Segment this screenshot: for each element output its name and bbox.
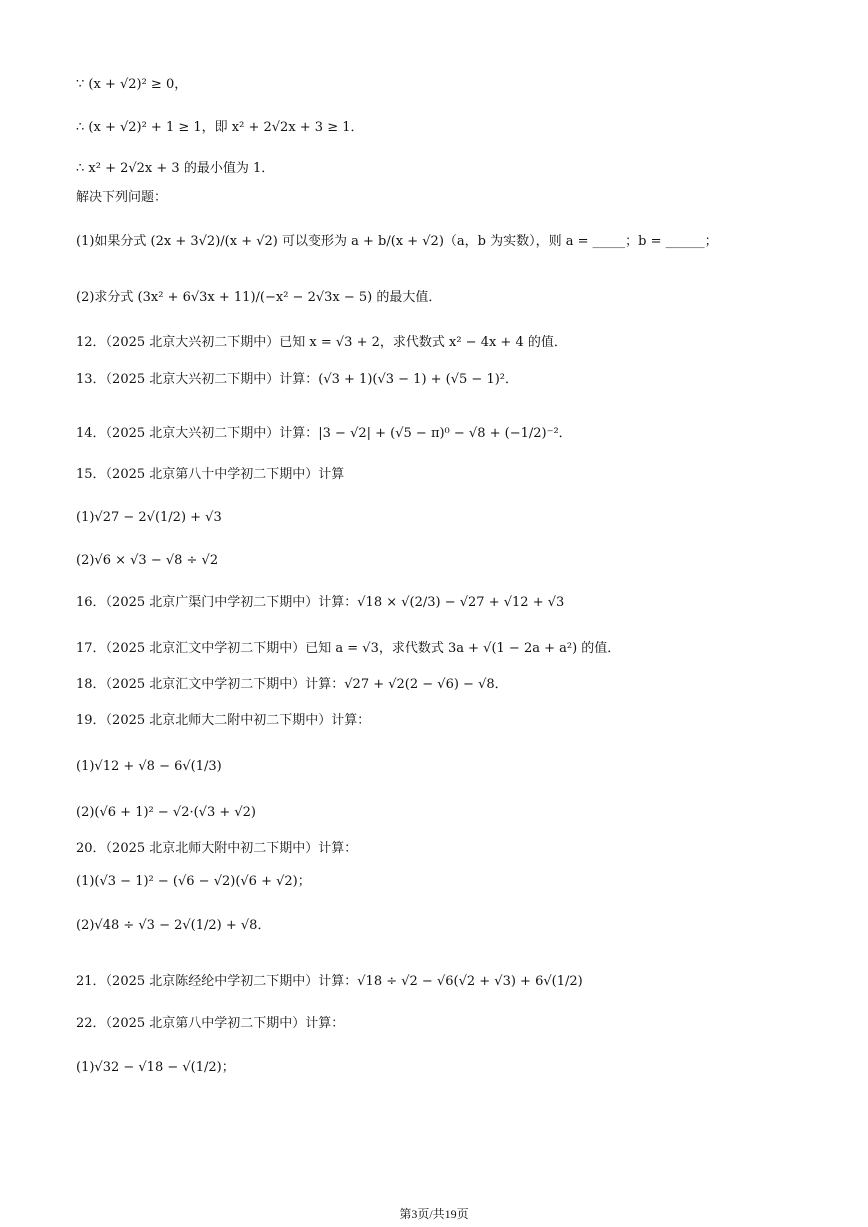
line-1: ∵ (x + √2)² ≥ 0， <box>76 77 188 92</box>
line-4: 解决下列问题： <box>76 190 168 205</box>
line-21: (2)√48 ÷ √3 − 2√(1/2) + √8． <box>76 918 271 933</box>
line-15: 18．（2025 北京汇文中学初二下期中）计算：√27 + √2(2 − √6) − √8． <box>76 677 508 692</box>
line-17: (1)√12 + √8 − 6√(1/3) <box>76 759 222 774</box>
page-footer: 第3页/共19页 <box>399 1207 469 1221</box>
line-9: 14．（2025 北京大兴初二下期中）计算：|3 − √2| + (√5 − π)⁰ − √8 + (−1/2)⁻²． <box>76 426 572 441</box>
line-11: (1)√27 − 2√(1/2) + √3 <box>76 510 222 525</box>
line-5: (1)如果分式 (2x + 3√2)/(x + √2) 可以变形为 a + b/(x + √2)（a，b 为实数），则 a = _____；b = ______； <box>76 234 718 249</box>
line-18: (2)(√6 + 1)² − √2·(√3 + √2) <box>76 805 257 820</box>
line-19: 20．（2025 北京北师大附中初二下期中）计算： <box>76 841 358 856</box>
line-12: (2)√6 × √3 − √8 ÷ √2 <box>76 553 219 568</box>
line-23: 22．（2025 北京第八中学初二下期中）计算： <box>76 1016 345 1031</box>
line-8: 13．（2025 北京大兴初二下期中）计算：(√3 + 1)(√3 − 1) + (√5 − 1)²． <box>76 372 519 387</box>
line-16: 19．（2025 北京北师大二附中初二下期中）计算： <box>76 713 371 728</box>
line-22: 21．（2025 北京陈经纶中学初二下期中）计算：√18 ÷ √2 − √6(√2 + √3) + 6√(1/2) <box>76 974 583 989</box>
line-13: 16．（2025 北京广渠门中学初二下期中）计算：√18 × √(2/3) − √27 + √12 + √3 <box>76 595 565 610</box>
line-2: ∴ (x + √2)² + 1 ≥ 1，即 x² + 2√2x + 3 ≥ 1． <box>76 120 364 135</box>
line-3: ∴ x² + 2√2x + 3 的最小值为 1． <box>76 161 275 176</box>
line-10: 15．（2025 北京第八十中学初二下期中）计算 <box>76 467 345 482</box>
line-7: 12．（2025 北京大兴初二下期中）已知 x = √3 + 2，求代数式 x² − 4x + 4 的值． <box>76 335 567 350</box>
line-20: (1)(√3 − 1)² − (√6 − √2)(√6 + √2)； <box>76 874 311 889</box>
line-24: (1)√32 − √18 − √(1/2)； <box>76 1060 235 1075</box>
line-6: (2)求分式 (3x² + 6√3x + 11)/(−x² − 2√3x − 5) 的最大值． <box>76 290 442 305</box>
line-14: 17．（2025 北京汇文中学初二下期中）已知 a = √3，求代数式 3a + √(1 − 2a + a²) 的值． <box>76 641 621 656</box>
